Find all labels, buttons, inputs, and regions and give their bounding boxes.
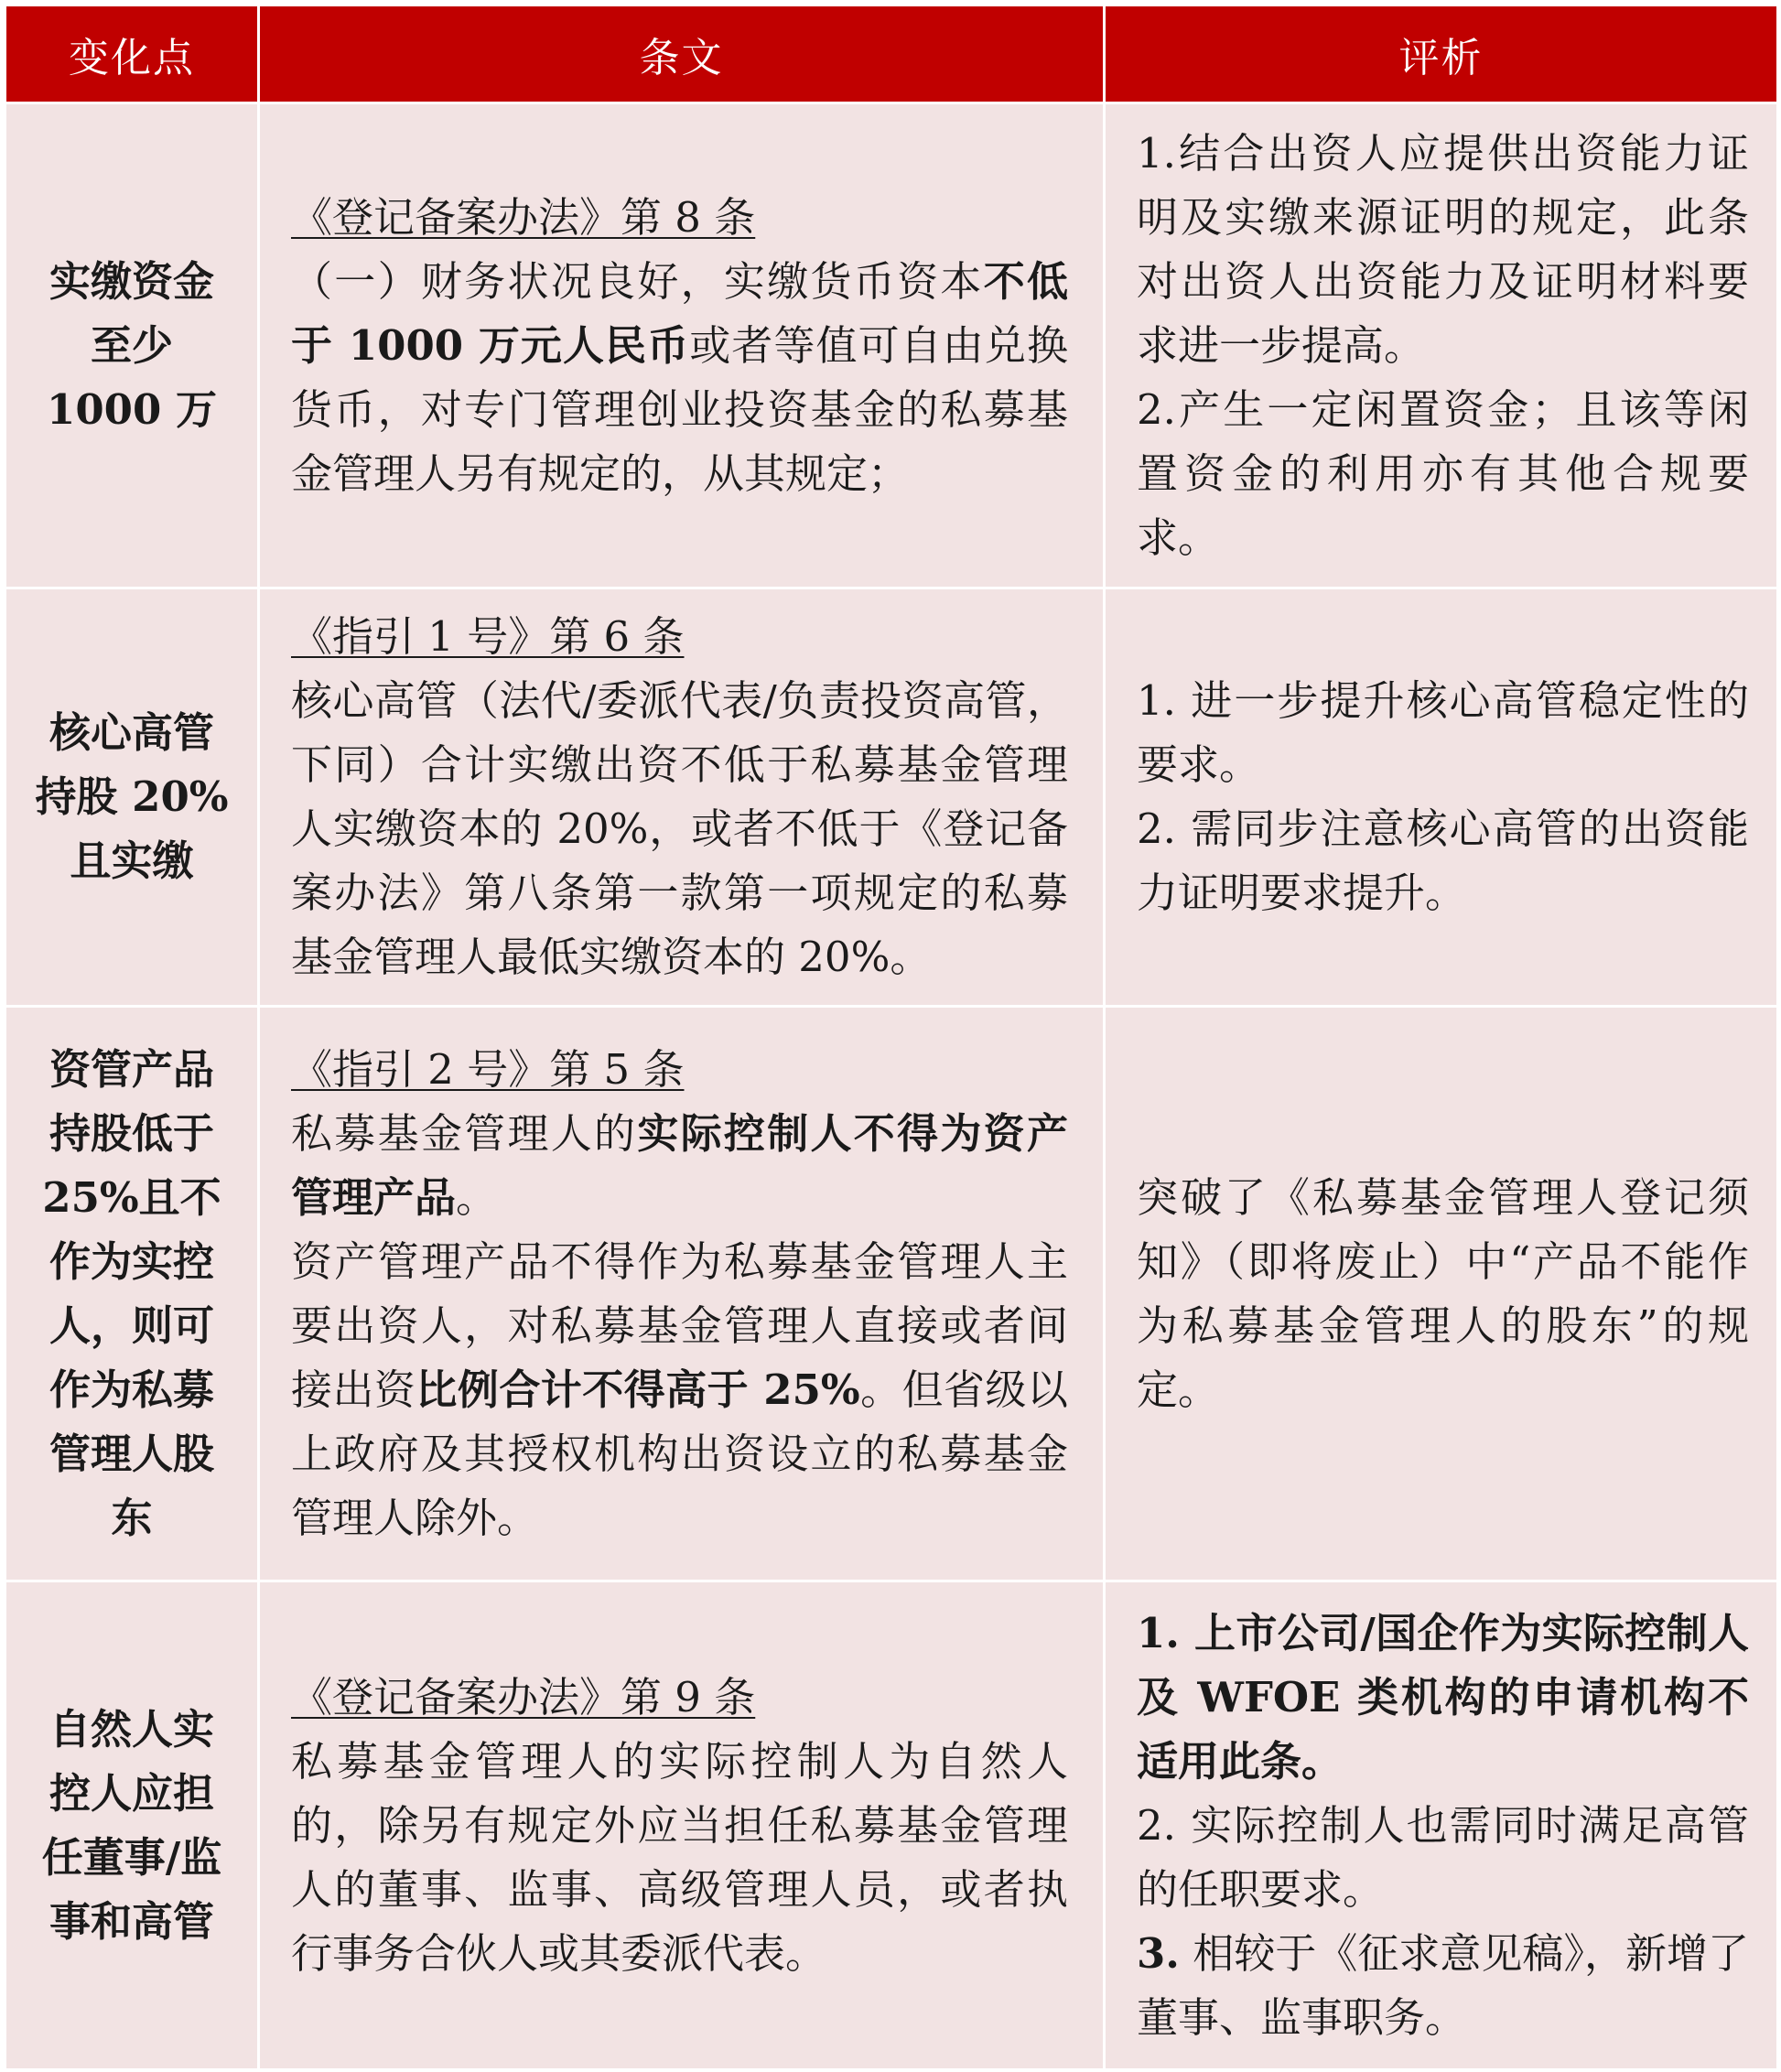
clause-cell <box>259 1007 1105 1581</box>
table-row <box>5 103 1778 588</box>
table-row <box>5 1581 1778 2070</box>
analysis-point: 2.产生一定闲置资金；且该等闲置资金的利用亦有其他合规要求。 <box>1137 384 1749 562</box>
clause-reference: 《登记备案办法》第 9 条 <box>291 1672 756 1721</box>
clause-cell <box>259 588 1105 1007</box>
analysis-cell <box>1105 588 1778 1007</box>
table-row <box>5 1007 1778 1581</box>
change-point-cell: 核心高管 持股 20% 且实缴 <box>5 588 259 1007</box>
clause-reference: 《指引 2 号》第 5 条 <box>291 1044 685 1094</box>
change-point-cell: 资管产品 持股低于 25%且不 作为实控 人，则可 作为私募 管理人股 东 <box>5 1007 259 1581</box>
clause-reference: 《指引 1 号》第 6 条 <box>291 612 685 661</box>
header-clause: 条文 <box>259 5 1105 103</box>
analysis-cell <box>1105 1581 1778 2070</box>
analysis-point: 突破了《私募基金管理人登记须知》（即将废止）中“产品不能作为私募基金管理人的股东”的规定。 <box>1137 1172 1749 1414</box>
analysis-cell <box>1105 103 1778 588</box>
table-row <box>5 588 1778 1007</box>
comparison-table-frame <box>4 4 1776 2068</box>
header-change-point: 变化点 <box>5 5 259 103</box>
clause-text: （一）财务状况良好，实缴货币资本不低于 1000 万元人民币或者等值可自由兑换货币，对专门管理创业投资基金的私募基金管理人另有规定的，从其规定； <box>291 256 1068 498</box>
clause-cell <box>259 103 1105 588</box>
clause-text: 私募基金管理人的实际控制人为自然人的，除另有规定外应当担任私募基金管理人的董事、监事、高级管理人员，或者执行事务合伙人或其委派代表。 <box>291 1736 1068 1978</box>
clause-text: 资产管理产品不得作为私募基金管理人主要出资人，对私募基金管理人直接或者间接出资比例合计不得高于 25%。但省级以上政府及其授权机构出资设立的私募基金管理人除外。 <box>291 1236 1068 1542</box>
analysis-point: 1.结合出资人应提供出资能力证明及实缴来源证明的规定，此条对出资人出资能力及证明材料要求进一步提高。 <box>1137 128 1749 370</box>
table-header-row <box>5 5 1778 103</box>
clause-text: 私募基金管理人的实际控制人不得为资产管理产品。 <box>291 1108 1068 1222</box>
clause-emphasis: 不低于 1000 万元人民币 <box>291 256 1068 370</box>
comparison-table <box>4 4 1779 2071</box>
analysis-point: 3. 相较于《征求意见稿》，新增了董事、监事职务。 <box>1137 1928 1749 2042</box>
header-analysis: 评析 <box>1105 5 1778 103</box>
clause-reference: 《登记备案办法》第 8 条 <box>291 192 756 242</box>
clause-emphasis: 比例合计不得高于 25% <box>416 1365 860 1414</box>
change-point-cell: 自然人实 控人应担 任董事/监 事和高管 <box>5 1581 259 2070</box>
analysis-point: 1. 进一步提升核心高管稳定性的要求。 <box>1137 676 1749 789</box>
analysis-point: 1. 上市公司/国企作为实际控制人及 WFOE 类机构的申请机构不适用此条。 <box>1137 1608 1749 1786</box>
analysis-point: 2. 实际控制人也需同时满足高管的任职要求。 <box>1137 1800 1749 1914</box>
analysis-point: 2. 需同步注意核心高管的出资能力证明要求提升。 <box>1137 804 1749 917</box>
clause-text: 核心高管（法代/委派代表/负责投资高管，下同）合计实缴出资不低于私募基金管理人实缴资本的 20%，或者不低于《登记备案办法》第八条第一款第一项规定的私募基金管理人最低实缴资本的 20%。 <box>291 676 1068 981</box>
clause-emphasis: 实际控制人不得为资产管理产品 <box>291 1108 1068 1222</box>
clause-cell <box>259 1581 1105 2070</box>
analysis-cell <box>1105 1007 1778 1581</box>
change-point-cell: 实缴资金 至少 1000 万 <box>5 103 259 588</box>
